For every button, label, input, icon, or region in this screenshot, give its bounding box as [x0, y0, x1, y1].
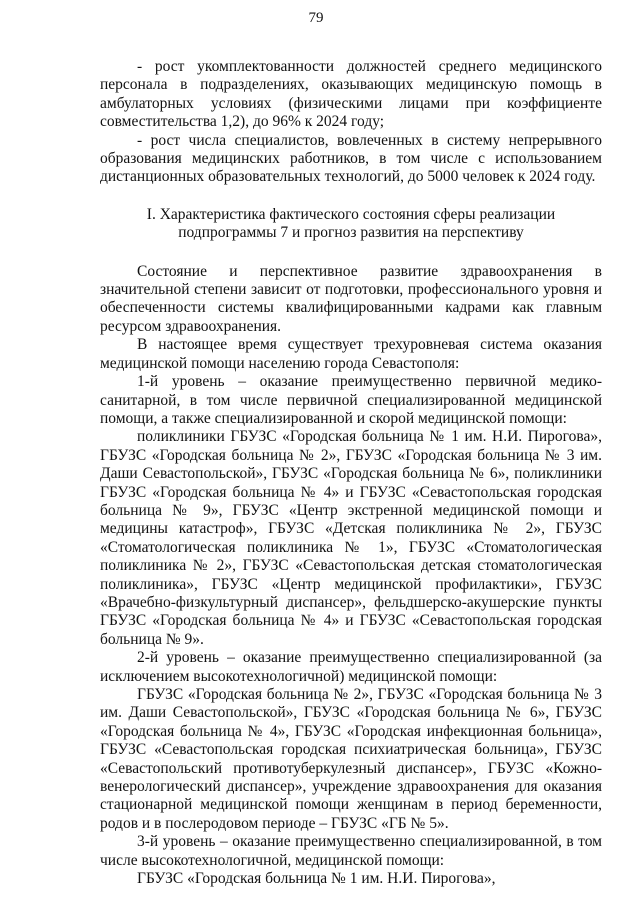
paragraph-level-2: 2-й уровень – оказание преимущественно специализированной (за исключением высокотехнологичной) медицинской помощи:: [100, 649, 602, 685]
paragraph-three-level-system: В настоящее время существует трехуровневая система оказания медицинской помощи населению города Севастополя:: [100, 336, 602, 372]
page-number: 79: [308, 10, 324, 26]
paragraph-workforce: Состояние и перспективное развитие здравоохранения в значительной степени зависит от подготовки, профессионального уровня и обеспеченности системы квалифицированными кадрами как главным ресурсом здравоохранения.: [100, 262, 602, 335]
paragraph-level-3-institutions: ГБУЗС «Городская больница № 1 им. Н.И. Пирогова»,: [137, 870, 496, 888]
paragraph-level-2-institutions: ГБУЗС «Городская больница № 2», ГБУЗС «Городская больница № 3 им. Даши Севастопольской», ГБУЗС «Городская больница № 6», ГБУЗС «Городская больница № 4», ГБУЗС «Городская инфекционная больница», ГБУЗС «Севастопольская городская психиатрическая больница», ГБУЗС «Севастопольский противотуберкулезный диспансер», ГБУЗС «Кожно-венерологический диспансер», учреждение здравоохранения для оказания стационарной медицинской помощи женщинам в период беременности, родов и в послеродовом периоде – ГБУЗС «ГБ № 5».: [100, 686, 602, 832]
document-body: [100, 58, 602, 888]
section-heading-line-1: I. Характеристика фактического состояния сферы реализации: [146, 205, 556, 223]
section-heading: [100, 206, 602, 243]
paragraph-level-1-institutions: поликлиники ГБУЗС «Городская больница № 1 им. Н.И. Пирогова», ГБУЗС «Городская больница № 2», ГБУЗС «Городская больница № 3 им. Даши Севастопольской», ГБУЗС «Городская больница № 6», поликлиники ГБУЗС «Городская больница № 4» и ГБУЗС «Севастопольская городская больница № 9», ГБУЗС «Центр экстренной медицинской помощи и медицины катастроф», ГБУЗС «Детская поликлиника № 2», ГБУЗС «Стоматологическая поликлиника № 1», ГБУЗС «Стоматологическая поликлиника № 2», ГБУЗС «Севастопольская детская стоматологическая поликлиника», ГБУЗС «Центр медицинской профилактики», ГБУЗС «Врачебно-физкультурный диспансер», фельдшерско-акушерские пункты ГБУЗС «Городская больница № 4» и ГБУЗС «Севастопольская городская больница № 9».: [100, 428, 602, 648]
paragraph-level-3: 3-й уровень – оказание преимущественно специализированной, в том числе высокотехнологичной, медицинской помощи:: [100, 833, 602, 869]
section-heading-line-2: подпрограммы 7 и прогноз развития на перспективу: [178, 224, 524, 242]
paragraph-level-1: 1-й уровень – оказание преимущественно первичной медико-санитарной, в том числе первичной специализированной медицинской помощи, а также специализированной и скорой медицинской помощи:: [100, 373, 602, 427]
intro-item-2: - рост числа специалистов, вовлеченных в систему непрерывного образования медицинских работников, в том числе с использованием дистанционных образовательных технологий, до 5000 человек к 2024 году.: [100, 131, 602, 186]
intro-item-1: - рост укомплектованности должностей среднего медицинского персонала в подразделениях, оказывающих медицинскую помощь в амбулаторных условиях (физическими лицами при коэффициенте совместительства 1,2), до 96% к 2024 году;: [100, 58, 602, 131]
